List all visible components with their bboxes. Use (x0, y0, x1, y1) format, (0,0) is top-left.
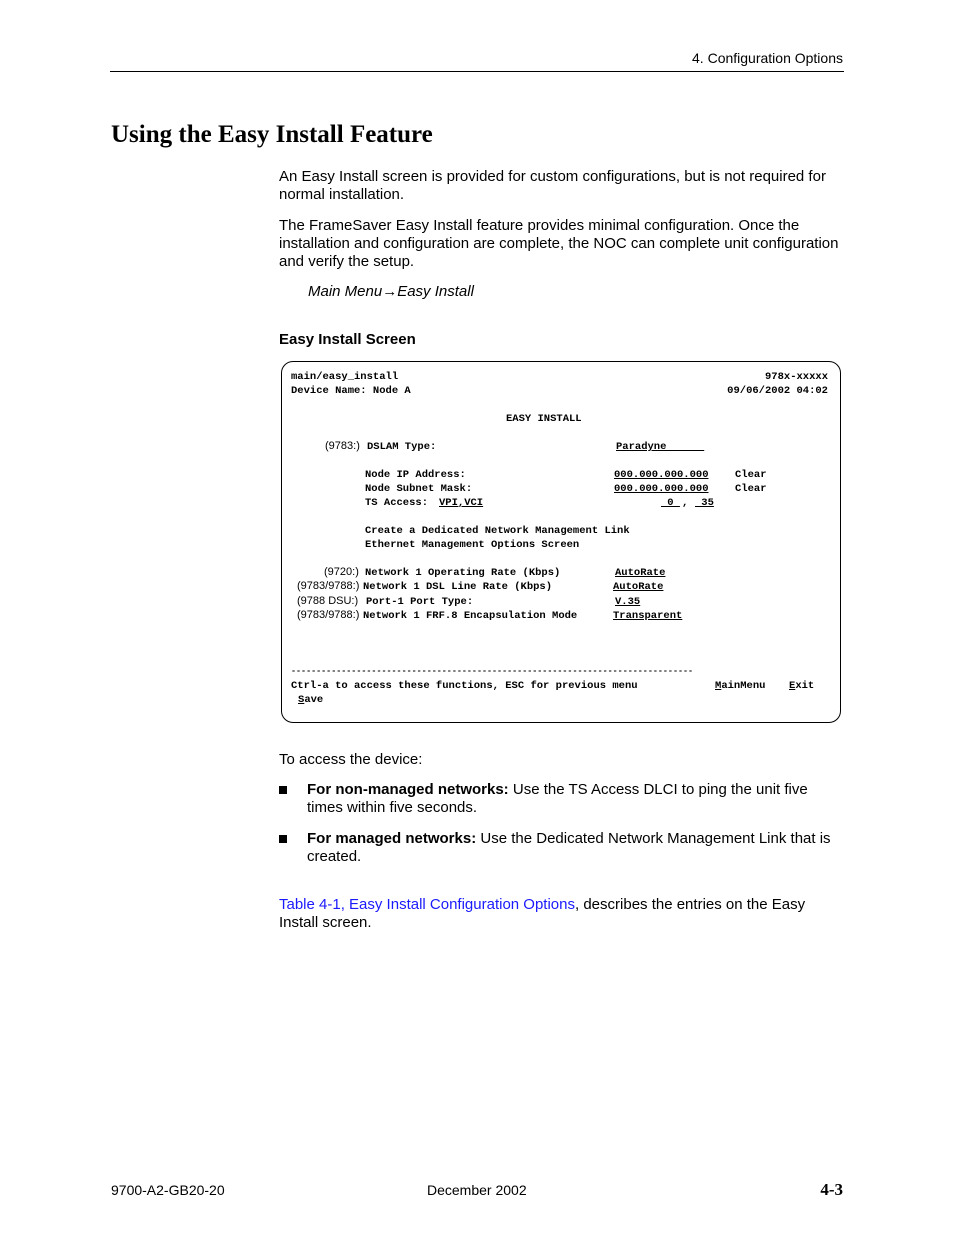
node-mask-clear[interactable]: Clear (735, 483, 767, 495)
ts-access-mode-field[interactable]: VPI,VCI (439, 497, 484, 509)
ts-vpi-field[interactable]: 0 (661, 497, 680, 509)
bullet-text: Use the Dedicated Network Management Link that is created. (307, 830, 831, 865)
exit-label: xit (795, 680, 815, 692)
frf-label: Network 1 FRF.8 Encapsulation Mode (363, 610, 578, 622)
dslam-model-label: (9783:) (325, 440, 360, 452)
frf-field[interactable]: Transparent (613, 610, 683, 622)
screen-model: 978x-xxxxx (764, 371, 828, 383)
table-reference-link[interactable]: Table 4-1, Easy Install Configuration Options (279, 896, 575, 913)
intro-paragraph-1: An Easy Install screen is provided for custom configurations, but is not required for normal installation. (279, 168, 826, 203)
bullet-square-icon (279, 835, 287, 843)
save-hotkey: S (298, 694, 305, 706)
dslrate-label: Network 1 DSL Line Rate (Kbps) (363, 581, 553, 593)
menu-path-item: Easy Install (397, 283, 474, 300)
device-name: Device Name: Node A (291, 385, 411, 397)
ethernet-options-link[interactable]: Ethernet Management Options Screen (365, 539, 580, 551)
menu-path (308, 283, 474, 300)
port-model-label: (9788 DSU:) (297, 595, 359, 607)
screen-heading: Easy Install Screen (279, 331, 416, 348)
ts-vci-field[interactable]: 35 (695, 497, 714, 509)
bullet-lead: For non-managed networks: (307, 781, 509, 798)
node-mask-field[interactable]: 000.000.000.000 (614, 483, 709, 495)
page-number: 4-3 (820, 1180, 843, 1199)
closing-text: , describes the entries on the Easy Install screen. (279, 896, 806, 931)
exit-hotkey: E (789, 680, 796, 692)
dslam-type-label: DSLAM Type: (367, 441, 437, 453)
oprate-field[interactable]: AutoRate (615, 567, 666, 579)
ts-access-label: TS Access: (365, 497, 429, 509)
intro-paragraph-2: The FrameSaver Easy Install feature provides minimal configuration. Once the installation and configuration are complete, the NOC can complete unit configuration and verify the setup. (279, 217, 839, 270)
screen-title: EASY INSTALL (506, 413, 582, 425)
bullet-text: Use the TS Access DLCI to ping the unit five times within five seconds. (307, 781, 808, 816)
function-help: Ctrl-a to access these functions, ESC for previous menu (291, 680, 638, 692)
exit-function[interactable] (789, 680, 814, 692)
dslrate-field[interactable]: AutoRate (613, 581, 664, 593)
mainmenu-label: ainMenu (721, 680, 766, 692)
menu-path-main: Main Menu (308, 283, 383, 300)
mainmenu-hotkey: M (715, 680, 722, 692)
dedicated-link-option[interactable]: Create a Dedicated Network Management Link (365, 525, 630, 537)
oprate-label: Network 1 Operating Rate (Kbps) (365, 567, 561, 579)
node-ip-clear[interactable]: Clear (735, 469, 767, 481)
screen-datetime: 09/06/2002 04:02 (727, 385, 828, 397)
bullet-non-managed (307, 781, 843, 817)
bullet-managed (307, 830, 843, 866)
running-header: 4. Configuration Options (692, 50, 843, 66)
arrow-icon: → (382, 283, 398, 300)
node-ip-label: Node IP Address: (365, 469, 466, 481)
bullet-lead: For managed networks: (307, 830, 477, 847)
closing-paragraph (279, 896, 845, 932)
ts-separator: , (682, 497, 689, 509)
port-type-field[interactable]: V.35 (615, 596, 641, 608)
footer-doc-number: 9700-A2-GB20-20 (111, 1182, 225, 1198)
access-intro: To access the device: (279, 751, 423, 768)
header-rule (110, 71, 844, 72)
screen-path: main/easy_install (291, 371, 399, 383)
dslam-type-field[interactable]: Paradyne (616, 441, 705, 453)
easy-install-screen (281, 361, 841, 723)
bullet-square-icon (279, 786, 287, 794)
save-label: ave (304, 694, 324, 706)
dslrate-model-label: (9783/9788:) (297, 580, 360, 592)
footer-date: December 2002 (427, 1182, 527, 1198)
oprate-model-label: (9720:) (324, 566, 359, 578)
screen-divider: -------------------------------------------------------------------------------- (291, 666, 694, 676)
frf-model-label: (9783/9788:) (297, 609, 360, 621)
save-function[interactable] (298, 694, 323, 706)
mainmenu-function[interactable] (715, 680, 765, 692)
node-mask-label: Node Subnet Mask: (365, 483, 473, 495)
port-type-label: Port-1 Port Type: (366, 596, 474, 608)
node-ip-field[interactable]: 000.000.000.000 (614, 469, 709, 481)
page-title: Using the Easy Install Feature (111, 121, 433, 148)
